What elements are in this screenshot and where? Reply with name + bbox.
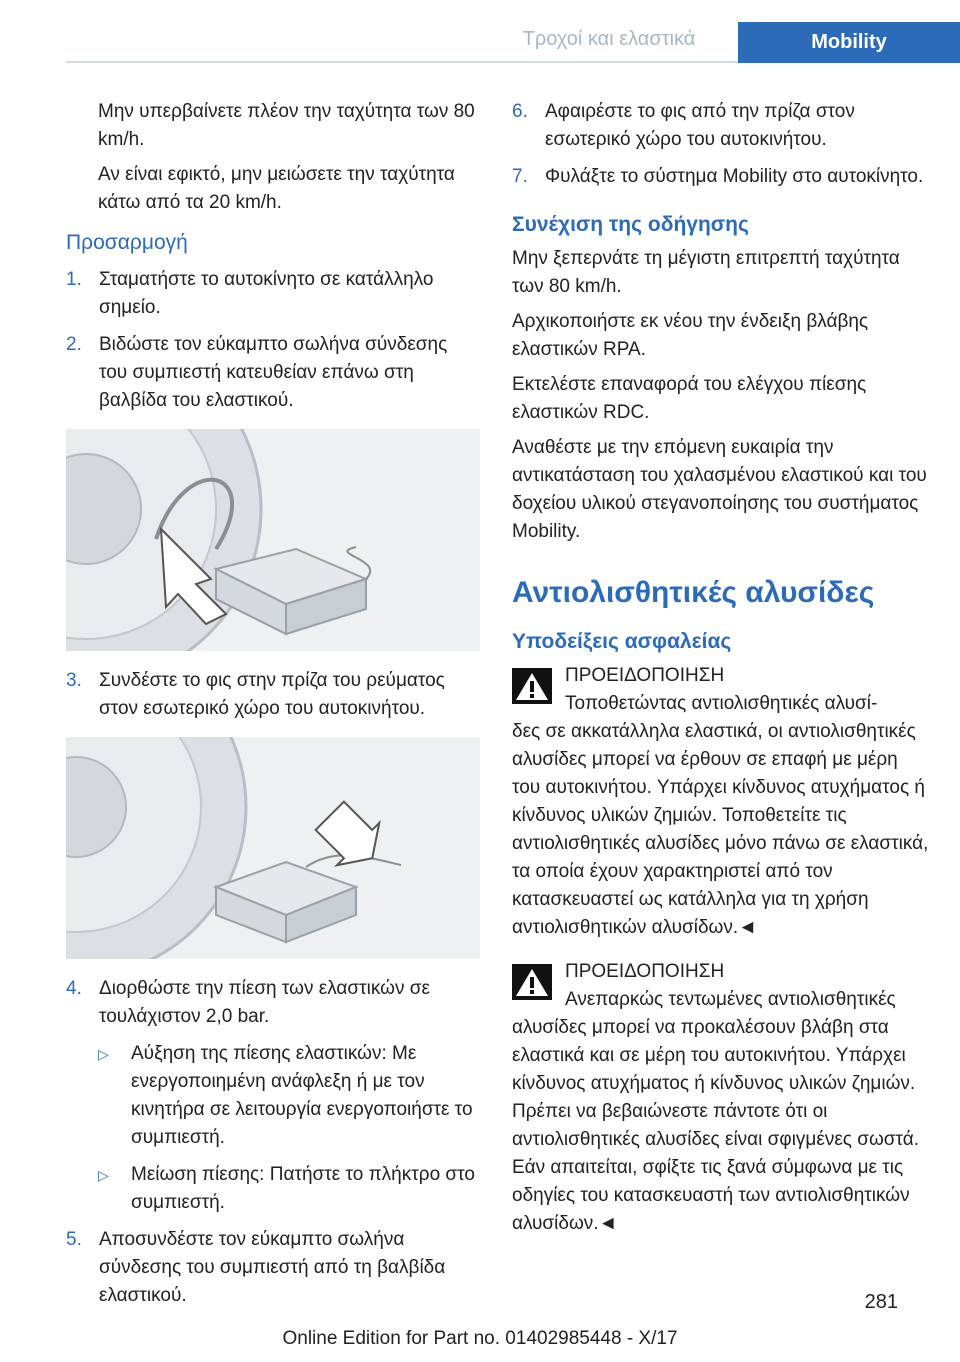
sub-item-reduce-pressure	[66, 1161, 480, 1217]
illustration-hose-to-valve	[66, 429, 480, 651]
warning-triangle-icon	[512, 958, 552, 1014]
step-text: Βιδώστε τον εύκαμπτο σωλήνα σύνδεσης του συμπιεστή κατευθείαν επάνω στη βαλβίδα του ελαστικού.	[99, 334, 448, 411]
step-5	[66, 1226, 480, 1310]
step-number: 6.	[512, 101, 528, 122]
section-heading-safety: Υποδείξεις ασφαλείας	[512, 630, 732, 653]
page-number: 281	[864, 1291, 898, 1313]
step-text: Αποσυνδέστε τον εύκαμπτο σωλήνα σύνδεσης του συμπιεστή από τη βαλβίδα ελαστικού.	[99, 1229, 446, 1306]
step-number: 5.	[66, 1229, 82, 1250]
continue-paragraph: Αναθέστε με την επόμενη ευκαιρία την αντικατάσταση του χαλασμένου ελαστικού και του δοχείου υλικού στεγανοποίησης του συστήματος Mobility.	[512, 437, 927, 542]
intro-paragraph: Μην υπερβαίνετε πλέον την ταχύτητα των 80 km/h.	[98, 101, 475, 150]
warning-text: δες σε ακκατάλληλα ελαστικά, οι αντιολισθητικές αλυσίδες μπορεί να έρθουν σε επαφή με μέρη του αυτοκινήτου. Υπάρχει κίνδυνος ατυχήματος ή κίνδυνος υλικών ζημιών. Τοποθετείτε τις αντιολισθητικές αλυσίδες μόνο πάνω σε ελαστικά, τα οποία έχουν χαρακτηριστεί από τον κατασκευαστεί ως κατάλληλα για τη χρήση αντιολισθητικών αλυσίδων.◄	[512, 721, 929, 938]
left-column	[66, 98, 480, 1319]
warning-block	[512, 958, 930, 1238]
section-heading-continue-driving: Συνέχιση της οδήγησης	[512, 213, 749, 236]
continue-paragraph: Αρχικοποιήστε εκ νέου την ένδειξη βλάβης ελαστικών RPA.	[512, 311, 869, 360]
step-text: Συνδέστε το φις στην πρίζα του ρεύματος στον εσωτερικό χώρο του αυτοκινήτου.	[99, 670, 445, 719]
sub-item-increase-pressure	[66, 1040, 480, 1152]
sub-item-text: Μείωση πίεσης: Πατήστε το πλήκτρο στο συμπιεστή.	[131, 1164, 475, 1213]
step-text: Φυλάξτε το σύστημα Mobility στο αυτοκίνητο.	[545, 166, 924, 187]
intro-paragraph: Αν είναι εφικτό, μην μειώσετε την ταχύτητα κάτω από τα 20 km/h.	[98, 164, 455, 213]
illustration-plug-to-socket	[66, 737, 480, 959]
step-2	[66, 331, 480, 415]
continue-paragraph: Μην ξεπερνάτε τη μέγιστη επιτρεπτή ταχύτητα των 80 km/h.	[512, 248, 900, 297]
footer-edition: Online Edition for Part no. 01402985448 - X/17	[282, 1328, 678, 1349]
header-tab-mobility: Mobility	[738, 22, 960, 63]
chapter-heading-snow-chains: Αντιολισθητικές αλυσίδες	[512, 576, 875, 609]
right-column	[512, 98, 930, 1246]
step-text: Διορθώστε την πίεση των ελαστικών σε τουλάχιστον 2,0 bar.	[99, 978, 430, 1027]
header-section-title: Τροχοί και ελαστικά	[522, 28, 696, 50]
step-3	[66, 667, 480, 723]
step-6	[512, 98, 930, 154]
warning-block	[512, 662, 930, 942]
step-text: Σταματήστε το αυτοκίνητο σε κατάλληλο σημείο.	[99, 269, 434, 318]
step-number: 2.	[66, 334, 82, 355]
warning-text-first-line: Τοποθετώντας αντιολισθητικές αλυσί-	[565, 693, 878, 714]
step-4	[66, 975, 480, 1031]
step-number: 7.	[512, 166, 528, 187]
warning-title: ΠΡΟΕΙΔΟΠΟΙΗΣΗ	[565, 961, 725, 982]
section-heading-adjustment: Προσαρμογή	[66, 231, 188, 254]
triangle-bullet-icon: ▷	[98, 1046, 109, 1062]
warning-text: αλυσίδες μπορεί να προκαλέσουν βλάβη στα ελαστικά και σε μέρη του αυτοκινήτου. Υπάρχει κίνδυνος ατυχήματος ή κίνδυνος υλικών ζημιών. Πρέπει να βεβαιώνεστε πάντοτε ότι οι αντιολισθητικές αλυσίδες είναι σφιγμένες σωστά. Εάν απαιτείται, σφίξτε τις ξανά σύμφωνα με τις οδηγίες του κατασκευαστή των αντιολισθητικών αλυσίδων.◄	[512, 1017, 920, 1234]
warning-triangle-icon	[512, 662, 552, 718]
step-number: 1.	[66, 269, 82, 290]
warning-text-first-line: Ανεπαρκώς τεντωμένες αντιολισθητικές	[565, 989, 896, 1010]
continue-paragraph: Εκτελέστε επαναφορά του ελέγχου πίεσης ελαστικών RDC.	[512, 374, 867, 423]
step-7	[512, 163, 930, 191]
warning-title: ΠΡΟΕΙΔΟΠΟΙΗΣΗ	[565, 665, 725, 686]
triangle-bullet-icon: ▷	[98, 1167, 109, 1183]
sub-item-text: Αύξηση της πίεσης ελαστικών: Με ενεργοποιημένη ανάφλεξη ή με τον κινητήρα σε λειτουργία ενεργοποιήστε το συμπιεστή.	[131, 1043, 473, 1148]
step-text: Αφαιρέστε το φις από την πρίζα στον εσωτερικό χώρο του αυτοκινήτου.	[545, 101, 855, 150]
step-number: 3.	[66, 670, 82, 691]
step-1	[66, 266, 480, 322]
step-number: 4.	[66, 978, 82, 999]
